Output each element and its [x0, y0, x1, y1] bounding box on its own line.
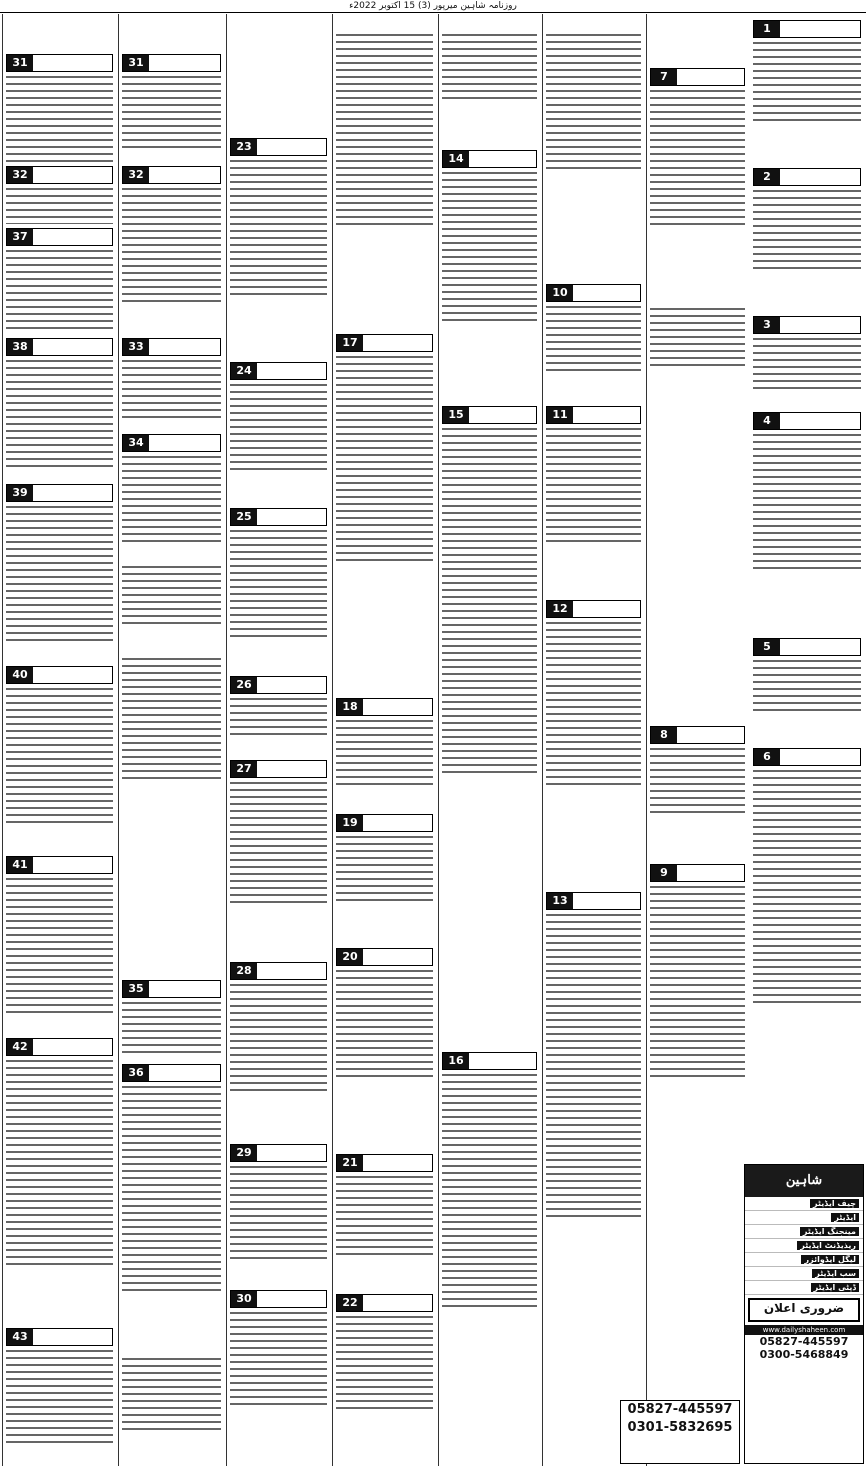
news-item — [122, 434, 221, 545]
news-item-header — [230, 962, 327, 980]
news-item-number: 7 — [651, 69, 677, 85]
news-item-body — [122, 564, 221, 627]
news-item — [230, 676, 327, 738]
news-item-header — [6, 1038, 113, 1056]
staff-role: ریذیڈنٹ ایڈیٹر — [797, 1241, 859, 1250]
news-item — [230, 760, 327, 906]
news-item-number: 1 — [754, 21, 780, 37]
news-item-header — [336, 334, 433, 352]
news-item-header — [230, 508, 327, 526]
column — [226, 14, 330, 1466]
news-item-number: 32 — [123, 167, 149, 183]
news-item-number: 36 — [123, 1065, 149, 1081]
news-item-header — [442, 1052, 537, 1070]
news-item — [546, 600, 641, 788]
news-item-header — [753, 412, 861, 430]
news-item-header — [6, 228, 113, 246]
column — [438, 14, 540, 1466]
contact-phone-2: 0301-5832695 — [627, 1420, 733, 1435]
news-item — [6, 166, 113, 224]
news-item-header — [6, 54, 113, 72]
news-item-header — [6, 666, 113, 684]
staff-role: لیگل ایڈوائزر — [801, 1255, 859, 1264]
news-item-body — [6, 504, 113, 644]
news-item-header — [6, 338, 113, 356]
news-item-body — [753, 432, 861, 572]
news-item-number: 18 — [337, 699, 363, 715]
news-item-body — [230, 696, 327, 738]
news-item-body — [6, 186, 113, 224]
news-item-number: 3 — [754, 317, 780, 333]
phone-number-2: 0300-5468849 — [759, 1348, 849, 1361]
news-item-body — [122, 454, 221, 545]
contact-box — [620, 1400, 740, 1464]
news-item-number: 33 — [123, 339, 149, 355]
news-item-body — [6, 74, 113, 162]
column — [118, 14, 224, 1466]
news-item-header — [6, 484, 113, 502]
news-item — [122, 1354, 221, 1433]
news-item-header — [6, 1328, 113, 1346]
news-item-body — [230, 982, 327, 1094]
news-item-body — [122, 358, 221, 421]
news-item-header — [122, 166, 221, 184]
news-item-number: 35 — [123, 981, 149, 997]
news-item-header — [122, 1064, 221, 1082]
news-item-body — [230, 528, 327, 640]
notice-title: ضروری اعلان — [763, 1301, 845, 1315]
news-item — [546, 284, 641, 374]
news-item — [122, 980, 221, 1056]
news-item-header — [230, 138, 327, 156]
news-item-number: 26 — [231, 677, 257, 693]
news-item-header — [546, 892, 641, 910]
news-item-header — [336, 814, 433, 832]
news-item-number: 15 — [443, 407, 469, 423]
contact-phone-1: 05827-445597 — [627, 1402, 733, 1417]
news-item-number: 14 — [443, 151, 469, 167]
news-item — [753, 638, 861, 714]
news-item-header — [230, 1290, 327, 1308]
news-item — [650, 68, 745, 228]
news-item-header — [336, 1154, 433, 1172]
staff-list — [745, 1197, 863, 1295]
news-item-body — [753, 188, 861, 272]
news-item-body — [753, 768, 861, 1006]
news-item-number: 27 — [231, 761, 257, 777]
news-item — [6, 666, 113, 826]
staff-row — [745, 1197, 863, 1211]
news-item-body — [546, 912, 641, 1220]
news-item-body — [650, 88, 745, 228]
news-item-body — [442, 1072, 537, 1310]
news-item-header — [230, 676, 327, 694]
news-item-header — [650, 864, 745, 882]
news-item-number: 23 — [231, 139, 257, 155]
news-item-body — [230, 382, 327, 473]
news-item-number: 17 — [337, 335, 363, 351]
news-item-body — [336, 834, 433, 904]
news-item — [753, 412, 861, 572]
newspaper-columns — [2, 14, 864, 1466]
news-item-number: 22 — [337, 1295, 363, 1311]
news-item-header — [230, 1144, 327, 1162]
news-item-number: 42 — [7, 1039, 33, 1055]
news-item — [442, 150, 537, 324]
staff-row — [745, 1225, 863, 1239]
news-item — [650, 726, 745, 816]
news-item — [122, 166, 221, 305]
news-item-body — [6, 876, 113, 1016]
news-item — [230, 1144, 327, 1262]
staff-row — [745, 1211, 863, 1225]
news-item-number: 10 — [547, 285, 573, 301]
news-item-header — [230, 760, 327, 778]
news-item-body — [6, 686, 113, 826]
news-item-header — [442, 406, 537, 424]
news-item-number: 6 — [754, 749, 780, 765]
website-link[interactable]: www.dailyshaheen.com — [745, 1325, 863, 1335]
news-item — [546, 30, 641, 172]
news-item-body — [6, 1058, 113, 1268]
news-item-header — [753, 20, 861, 38]
notice-box — [748, 1298, 860, 1322]
staff-row — [745, 1253, 863, 1267]
news-item-header — [546, 284, 641, 302]
staff-role: مینجنگ ایڈیٹر — [800, 1227, 859, 1236]
news-item-body — [122, 74, 221, 151]
news-item-number: 38 — [7, 339, 33, 355]
news-item — [650, 864, 745, 1080]
news-item-number: 2 — [754, 169, 780, 185]
news-item-number: 41 — [7, 857, 33, 873]
news-item-number: 29 — [231, 1145, 257, 1161]
news-item-body — [650, 884, 745, 1080]
news-item — [230, 362, 327, 473]
news-item-body — [442, 426, 537, 776]
news-item-header — [650, 68, 745, 86]
news-item-number: 28 — [231, 963, 257, 979]
news-item-number: 37 — [7, 229, 33, 245]
news-item-header — [122, 54, 221, 72]
staff-row — [745, 1267, 863, 1281]
column — [542, 14, 644, 1466]
news-item-number: 24 — [231, 363, 257, 379]
news-item-header — [442, 150, 537, 168]
news-item — [122, 1064, 221, 1294]
news-item-header — [753, 638, 861, 656]
news-item-number: 43 — [7, 1329, 33, 1345]
news-item-number: 31 — [7, 55, 33, 71]
news-item-body — [546, 32, 641, 172]
news-item — [122, 338, 221, 421]
column — [332, 14, 436, 1466]
news-item-body — [230, 158, 327, 298]
news-item-body — [546, 620, 641, 788]
staff-role: ایڈیٹر — [831, 1213, 859, 1222]
news-item-header — [650, 726, 745, 744]
news-item — [336, 1154, 433, 1258]
news-item-header — [336, 698, 433, 716]
news-item-header — [122, 338, 221, 356]
news-item — [6, 228, 113, 332]
news-item-number: 11 — [547, 407, 573, 423]
news-item-body — [122, 186, 221, 305]
news-item-number: 12 — [547, 601, 573, 617]
news-item-body — [442, 32, 537, 102]
news-item-body — [6, 358, 113, 470]
news-item-body — [6, 248, 113, 332]
news-item-body — [442, 170, 537, 324]
news-item-body — [546, 426, 641, 545]
news-item — [6, 1328, 113, 1446]
news-item-body — [336, 354, 433, 564]
news-item — [336, 698, 433, 788]
news-item-number: 40 — [7, 667, 33, 683]
news-item — [122, 562, 221, 627]
news-item-body — [122, 1356, 221, 1433]
news-item-number: 39 — [7, 485, 33, 501]
news-item-body — [753, 658, 861, 714]
news-item-header — [753, 748, 861, 766]
news-item — [122, 654, 221, 782]
news-item — [336, 334, 433, 564]
news-item — [442, 406, 537, 776]
news-item — [230, 962, 327, 1094]
news-item — [336, 814, 433, 904]
news-item — [6, 338, 113, 470]
news-item-body — [650, 306, 745, 369]
news-item — [546, 892, 641, 1220]
news-item-header — [546, 406, 641, 424]
news-item — [442, 1052, 537, 1310]
staff-row — [745, 1239, 863, 1253]
news-item-header — [546, 600, 641, 618]
news-item — [336, 1294, 433, 1412]
news-item-header — [122, 980, 221, 998]
news-item-header — [753, 316, 861, 334]
news-item-header — [122, 434, 221, 452]
news-item-header — [230, 362, 327, 380]
news-item — [546, 406, 641, 545]
news-item — [6, 856, 113, 1016]
news-item-body — [122, 656, 221, 782]
staff-role: ڈپٹی ایڈیٹر — [811, 1283, 859, 1292]
news-item-header — [6, 166, 113, 184]
news-item-body — [6, 1348, 113, 1446]
news-item — [336, 948, 433, 1080]
news-item — [753, 748, 861, 1006]
news-item-body — [230, 1310, 327, 1408]
news-item-header — [336, 948, 433, 966]
news-item-number: 32 — [7, 167, 33, 183]
news-item-body — [753, 336, 861, 392]
news-item-number: 9 — [651, 865, 677, 881]
news-item-number: 30 — [231, 1291, 257, 1307]
news-item-body — [546, 304, 641, 374]
news-item-header — [753, 168, 861, 186]
newspaper-logo: شاہین — [745, 1165, 863, 1197]
news-item-body — [230, 780, 327, 906]
news-item-number: 13 — [547, 893, 573, 909]
news-item-number: 31 — [123, 55, 149, 71]
staff-row — [745, 1281, 863, 1295]
news-item — [6, 54, 113, 162]
news-item — [753, 20, 861, 124]
news-item-body — [336, 1174, 433, 1258]
news-item — [753, 168, 861, 272]
masthead-title: روزنامہ شاہین میرپور (3) 15 اکتوبر 2022ء — [349, 1, 517, 11]
news-item — [6, 1038, 113, 1268]
staff-box — [744, 1164, 864, 1464]
news-item-body — [336, 968, 433, 1080]
news-item-body — [336, 1314, 433, 1412]
staff-role: سب ایڈیٹر — [812, 1269, 859, 1278]
news-item-number: 5 — [754, 639, 780, 655]
news-item — [336, 30, 433, 228]
news-item-header — [6, 856, 113, 874]
phone-number-1: 05827-445597 — [759, 1335, 849, 1348]
news-item-number: 21 — [337, 1155, 363, 1171]
notice-body — [750, 1316, 858, 1320]
news-item — [230, 138, 327, 298]
news-item-header — [336, 1294, 433, 1312]
news-item-number: 19 — [337, 815, 363, 831]
news-item-number: 20 — [337, 949, 363, 965]
staff-role: چیف ایڈیٹر — [810, 1199, 859, 1208]
news-item — [6, 484, 113, 644]
news-item-body — [230, 1164, 327, 1262]
news-item — [753, 316, 861, 392]
news-item-number: 16 — [443, 1053, 469, 1069]
news-item-body — [753, 40, 861, 124]
column — [2, 14, 116, 1466]
news-item-body — [122, 1000, 221, 1056]
column — [646, 14, 748, 1466]
news-item — [650, 304, 745, 369]
news-item-number: 8 — [651, 727, 677, 743]
news-item-body — [336, 718, 433, 788]
news-item-number: 4 — [754, 413, 780, 429]
news-item — [122, 54, 221, 151]
news-item-body — [336, 32, 433, 228]
newspaper-masthead — [0, 0, 866, 13]
news-item-body — [122, 1084, 221, 1294]
news-item — [230, 1290, 327, 1408]
news-item-number: 25 — [231, 509, 257, 525]
news-item-body — [650, 746, 745, 816]
news-item — [230, 508, 327, 640]
news-item — [442, 30, 537, 102]
news-item-number: 34 — [123, 435, 149, 451]
